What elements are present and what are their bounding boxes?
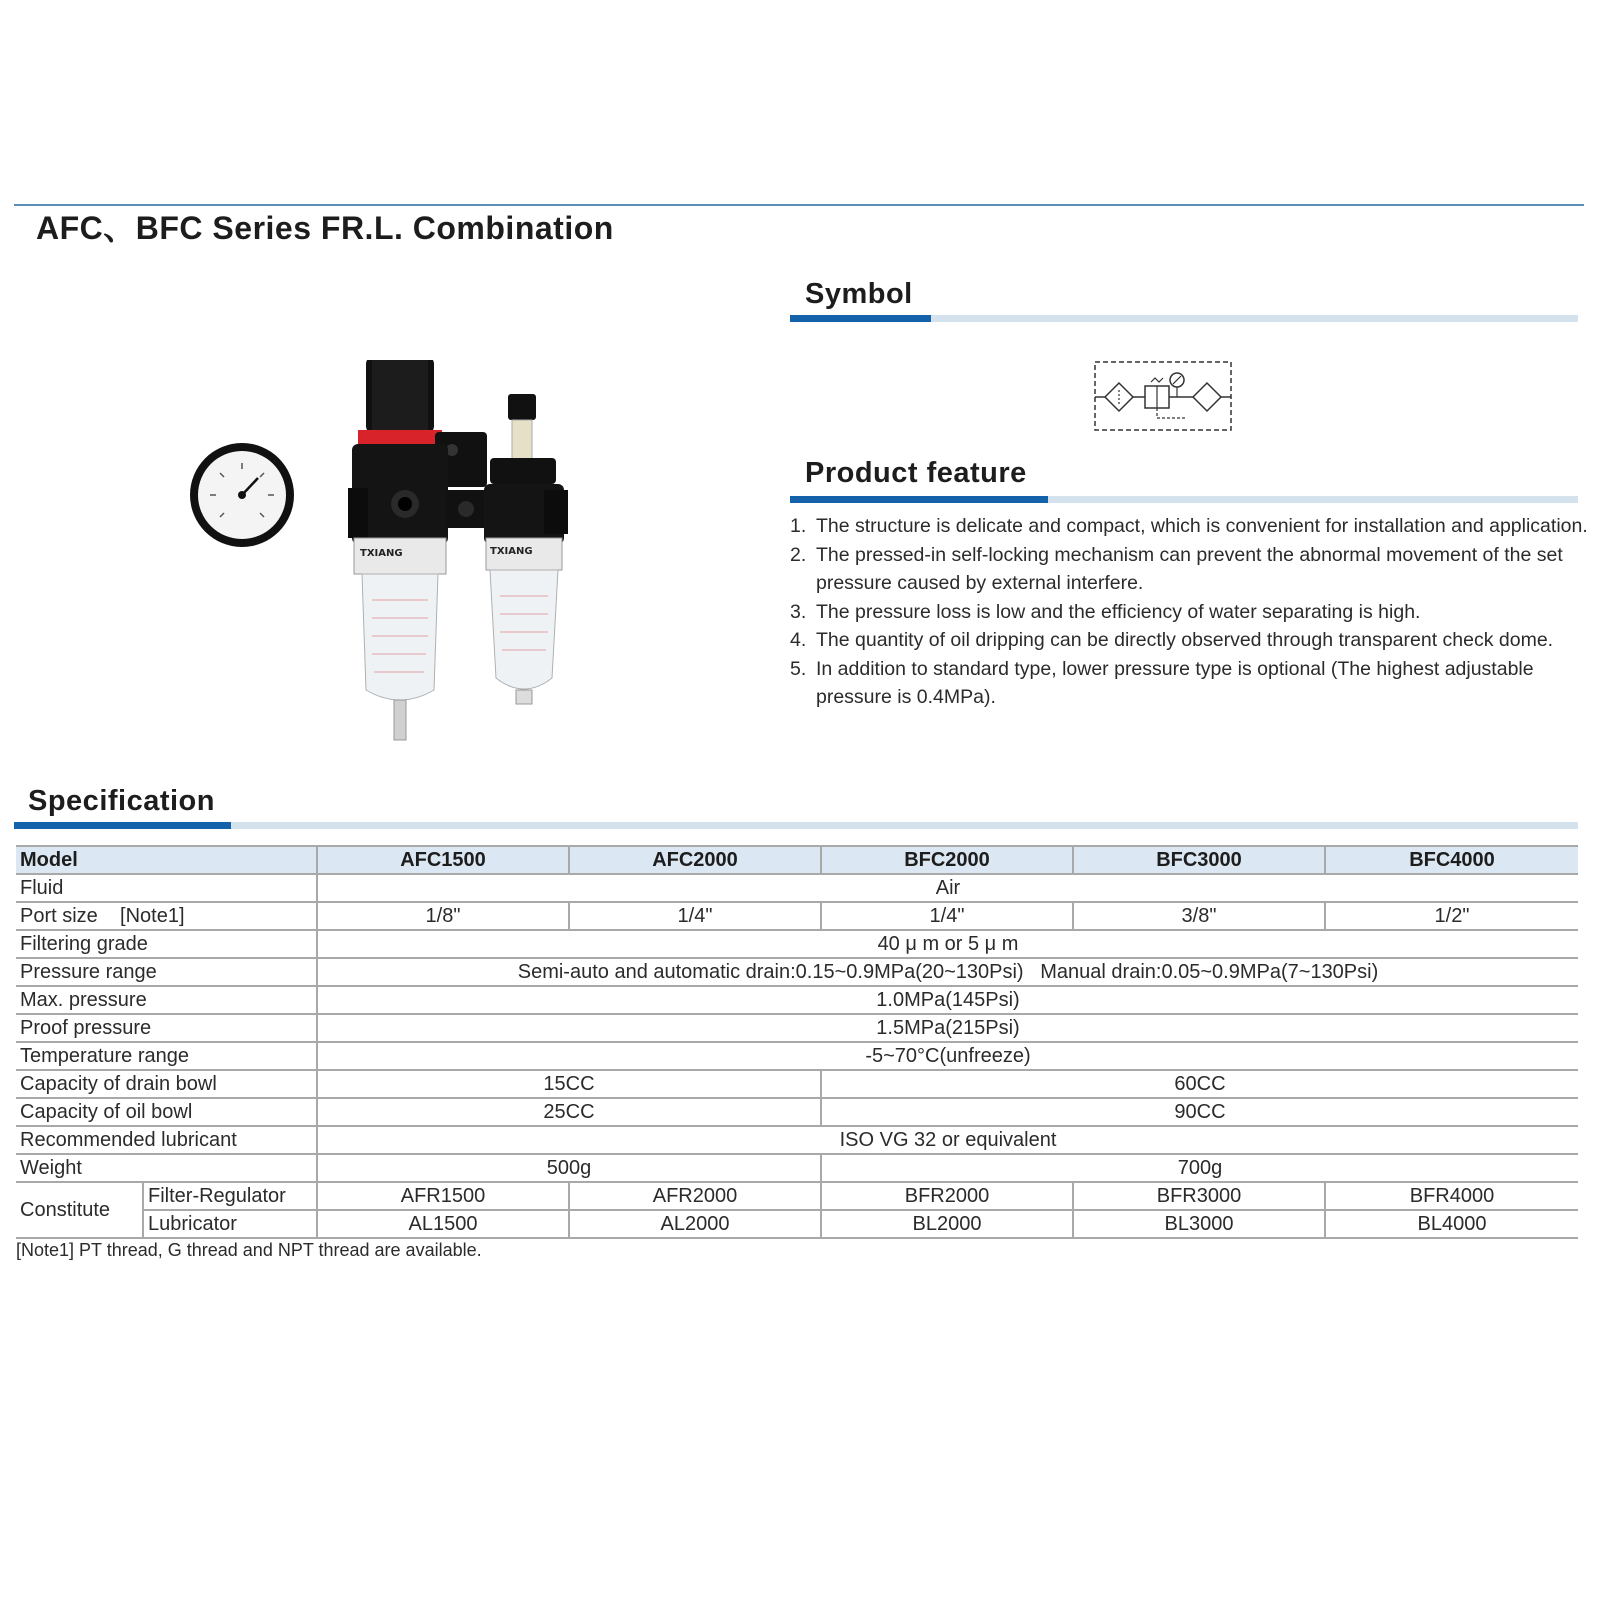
table-cell: 700g	[821, 1154, 1578, 1182]
row-label: Capacity of oil bowl	[16, 1098, 317, 1126]
feature-list	[790, 512, 1590, 712]
row-sublabel: Filter-Regulator	[143, 1182, 317, 1210]
table-cell: 90CC	[821, 1098, 1578, 1126]
table-row	[16, 846, 1578, 874]
list-item: 1. The structure is delicate and compact, which is convenient for installation and application.	[790, 515, 1588, 537]
table-cell: 1/8"	[317, 902, 569, 930]
section-title-spec: Specification	[28, 785, 215, 817]
header-cell: AFC2000	[569, 846, 821, 874]
frl-symbol-icon	[1093, 360, 1233, 434]
table-cell: 500g	[317, 1154, 821, 1182]
row-label: Temperature range	[16, 1042, 317, 1070]
table-cell: 1.5MPa(215Psi)	[317, 1014, 1578, 1042]
section-bar-spec	[14, 822, 1578, 829]
brand-label-left: TXIANG	[360, 548, 403, 559]
table-cell: 60CC	[821, 1070, 1578, 1098]
table-cell: 1/4"	[821, 902, 1073, 930]
list-item: 5. In addition to standard type, lower pressure type is optional (The highest adjustable pressure is 0.4MPa).	[790, 657, 1534, 708]
product-image	[190, 360, 590, 760]
row-sublabel: Lubricator	[143, 1210, 317, 1238]
table-cell: 40 μ m or 5 μ m	[317, 930, 1578, 958]
table-row	[16, 1042, 1578, 1070]
table-cell: 1.0MPa(145Psi)	[317, 986, 1578, 1014]
table-cell: BL3000	[1073, 1210, 1325, 1238]
row-label: Constitute	[16, 1182, 143, 1238]
table-cell: 3/8"	[1073, 902, 1325, 930]
brand-label-right: TXIANG	[490, 546, 533, 557]
note-ref: [Note1]	[120, 905, 185, 927]
table-cell: Semi-auto and automatic drain:0.15~0.9MPa(20~130Psi) Manual drain:0.05~0.9MPa(7~130Psi)	[317, 958, 1578, 986]
table-row	[16, 986, 1578, 1014]
table-row	[16, 1014, 1578, 1042]
row-label: Filtering grade	[16, 930, 317, 958]
table-cell: AL2000	[569, 1210, 821, 1238]
spec-table	[16, 845, 1578, 1239]
list-item: 3. The pressure loss is low and the efficiency of water separating is high.	[790, 600, 1421, 623]
table-cell: ISO VG 32 or equivalent	[317, 1126, 1578, 1154]
table-row	[16, 930, 1578, 958]
table-cell: BL4000	[1325, 1210, 1578, 1238]
row-label: Port size [Note1]	[16, 902, 317, 930]
header-cell: BFC4000	[1325, 846, 1578, 874]
list-item: 4. The quantity of oil dripping can be directly observed through transparent check dome.	[790, 629, 1554, 651]
table-cell: AFR2000	[569, 1182, 821, 1210]
row-label: Recommended lubricant	[16, 1126, 317, 1154]
row-label: Proof pressure	[16, 1014, 317, 1042]
table-row	[16, 1154, 1578, 1182]
table-cell: BL2000	[821, 1210, 1073, 1238]
table-row	[16, 1182, 1578, 1210]
table-row	[16, 958, 1578, 986]
table-cell: 15CC	[317, 1070, 821, 1098]
table-cell: 1/2"	[1325, 902, 1578, 930]
table-row	[16, 1070, 1578, 1098]
table-cell: 25CC	[317, 1098, 821, 1126]
row-label: Weight	[16, 1154, 317, 1182]
table-row	[16, 902, 1578, 930]
section-title-symbol: Symbol	[805, 278, 913, 310]
section-bar-symbol	[790, 315, 1578, 322]
table-cell: 1/4"	[569, 902, 821, 930]
table-cell: AFR1500	[317, 1182, 569, 1210]
page-title: AFC、BFC Series FR.L. Combination	[36, 210, 614, 246]
row-label: Pressure range	[16, 958, 317, 986]
table-cell: -5~70°C(unfreeze)	[317, 1042, 1578, 1070]
table-cell: BFR2000	[821, 1182, 1073, 1210]
table-row	[16, 1098, 1578, 1126]
row-label: Max. pressure	[16, 986, 317, 1014]
pressure-gauge-icon	[190, 443, 294, 547]
table-footnote: [Note1] PT thread, G thread and NPT thread are available.	[16, 1240, 482, 1260]
header-cell: AFC1500	[317, 846, 569, 874]
table-cell: BFR4000	[1325, 1182, 1578, 1210]
section-title-feature: Product feature	[805, 457, 1027, 489]
table-cell: AL1500	[317, 1210, 569, 1238]
table-row	[16, 1210, 1578, 1238]
table-row	[16, 1126, 1578, 1154]
header-model: Model	[16, 846, 317, 874]
row-label: Fluid	[16, 874, 317, 902]
row-label: Capacity of drain bowl	[16, 1070, 317, 1098]
header-cell: BFC3000	[1073, 846, 1325, 874]
table-row	[16, 874, 1578, 902]
section-bar-feature	[790, 496, 1578, 503]
table-cell: Air	[317, 874, 1578, 902]
list-item: 2. The pressed-in self-locking mechanism can prevent the abnormal movement of the set pressure caused by external interfere.	[790, 543, 1563, 594]
header-cell: BFC2000	[821, 846, 1073, 874]
table-cell: BFR3000	[1073, 1182, 1325, 1210]
